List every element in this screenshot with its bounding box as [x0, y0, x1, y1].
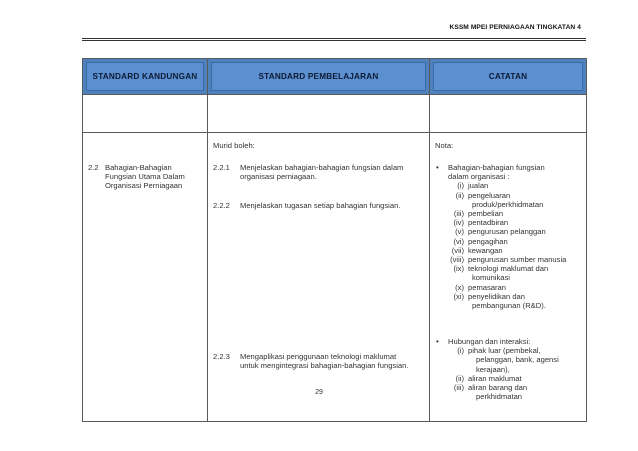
list-item: (xi) penyelidikan dan pembangunan (R&D).	[453, 291, 546, 311]
list-item: (x) pemasaran	[455, 282, 506, 292]
table-row	[83, 133, 587, 422]
learning-item-text-3: Mengaplikasi penggunaan teknologi maklumat untuk mengintegrasi bahagian-bahagian fungsian.	[240, 352, 409, 371]
list-item: (v) pengurusan pelanggan	[455, 227, 546, 237]
learning-standard-cell	[208, 133, 430, 422]
table-header-row	[83, 59, 587, 95]
notes-label: Nota:	[435, 141, 454, 150]
notes-bullet-interactions: • Hubungan dan interaksi: (i) pihak luar (pembekal, pelanggan, bank, agensi kerajaan), (ii) aliran maklumat (iii) aliran barang dan perkhidmatan	[436, 337, 559, 402]
bullet-icon: •	[436, 337, 439, 346]
list-item: (viii) pengurusan sumber manusia	[450, 255, 567, 265]
column-header-learning-standard: STANDARD PEMBELAJARAN	[208, 59, 430, 95]
column-header-notes: CATATAN	[430, 59, 587, 95]
content-standard-code: 2.2	[88, 163, 99, 172]
bullet-icon: •	[436, 163, 439, 172]
learning-item-code-3: 2.2.3	[213, 352, 230, 361]
list-item: (i) jualan	[457, 181, 489, 191]
learning-intro: Murid boleh:	[213, 141, 255, 150]
header-rule-thin	[82, 40, 586, 41]
list-item: (vii) kewangan	[451, 245, 503, 255]
learning-item-code-1: 2.2.1	[213, 163, 230, 172]
content-standard-cell	[83, 133, 208, 422]
notes-bullet-functions: • Bahagian-bahagian fungsian dalam organisasi : (i) jualan (ii) pengeluaran produk/perkhidmatan (iii) pembelian (iv) pentadbiran (v) pengurusan pelanggan (vi) pengagihan (vii) kewangan (viii) pengurusan sumber manusia (ix) teknologi maklumat dan komunikasi (x) pemasaran (xi) penyelidikan dan pembangunan (R&D).	[436, 163, 567, 311]
header-rule-thick	[82, 38, 586, 39]
list-item: (vi) pengagihan	[453, 236, 508, 246]
content-standard-title: Bahagian-Bahagian Fungsian Utama Dalam Organisasi Perniagaan	[105, 163, 185, 191]
notes-cell	[430, 133, 587, 422]
list-item: (iii) pembelian	[453, 209, 504, 219]
learning-item-text-1: Menjelaskan bahagian-bahagian fungsian dalam organisasi perniagaan.	[240, 163, 404, 182]
document-header: KSSM MPEI PERNIAGAAN TINGKATAN 4	[449, 24, 581, 31]
list-item: (iv) pentadbiran	[453, 218, 509, 228]
table-spacer-row	[83, 95, 587, 133]
functions-list	[448, 181, 566, 310]
curriculum-table	[82, 58, 587, 422]
list-item: (iii) aliran barang dan perkhidmatan	[453, 383, 528, 402]
list-item: (ix) teknologi maklumat dan komunikasi	[453, 264, 549, 283]
list-item: (i) pihak luar (pembekal, pelanggan, bank, agensi kerajaan),	[457, 346, 559, 374]
list-item: (ii) aliran maklumat	[455, 373, 522, 383]
learning-item-text-2: Menjelaskan tugasan setiap bahagian fungsian.	[240, 201, 401, 210]
list-item: (ii) pengeluaran produk/perkhidmatan	[455, 190, 544, 209]
learning-item-code-2: 2.2.2	[213, 201, 230, 210]
column-header-content-standard: STANDARD KANDUNGAN	[83, 59, 208, 95]
page-number: 29	[315, 389, 323, 396]
